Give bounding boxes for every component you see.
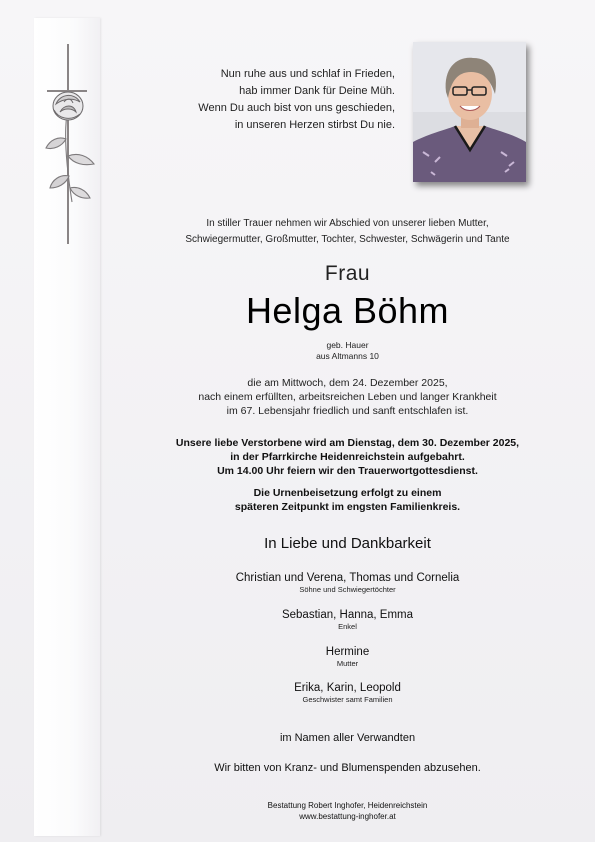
- poem: [115, 66, 395, 134]
- poem-line: in unseren Herzen stirbst Du nie.: [234, 119, 395, 131]
- donation-request: Wir bitten von Kranz- und Blumenspenden abzusehen.: [214, 762, 481, 774]
- poem-line: Wenn Du auch bist von uns geschieden,: [198, 102, 395, 114]
- closing-heading: In Liebe und Dankbarkeit: [264, 535, 431, 552]
- deceased-name: Helga Böhm: [245, 290, 450, 331]
- poem-line: hab immer Dank für Deine Müh.: [239, 85, 395, 97]
- urn-line: späteren Zeitpunkt im engsten Familienkreis.: [234, 501, 461, 513]
- undertaker-website[interactable]: www.bestattung-inghofer.at: [299, 812, 396, 821]
- origin: aus Altmanns 10: [316, 351, 379, 361]
- urn-burial-notice: [100, 486, 595, 514]
- relative-names: Sebastian, Hanna, Emma: [281, 609, 414, 621]
- relative-names: Erika, Karin, Leopold: [294, 682, 401, 694]
- undertaker-name: Bestattung Robert Inghofer, Heidenreichstein: [267, 801, 428, 810]
- relative-names: Hermine: [325, 646, 370, 658]
- relative-relation: Mutter: [336, 659, 359, 668]
- poem-line: Nun ruhe aus und schlaf in Frieden,: [220, 68, 395, 80]
- relative-group: [100, 645, 595, 669]
- relative-group: [100, 681, 595, 705]
- relative-relation: Enkel: [338, 622, 357, 631]
- funeral-line: Unsere liebe Verstorbene wird am Dienstag, dem 30. Dezember 2025,: [175, 437, 520, 449]
- birth-details: [100, 340, 595, 362]
- relative-relation: Geschwister samt Familien: [302, 695, 393, 704]
- relative-group: [100, 571, 595, 595]
- undertaker-info: [100, 800, 595, 822]
- death-notice-line: nach einem erfüllten, arbeitsreichen Leben und langer Krankheit: [198, 391, 497, 403]
- relative-relation: Söhne und Schwiegertöchter: [299, 585, 396, 594]
- intro-line: In stiller Trauer nehmen wir Abschied von unserer lieben Mutter,: [206, 218, 489, 229]
- funeral-line: Um 14.00 Uhr feiern wir den Trauerwortgottesdienst.: [217, 465, 478, 477]
- funeral-details: [100, 436, 595, 478]
- rose-icon: [40, 84, 102, 209]
- intro-line: Schwiegermutter, Großmutter, Tochter, Schwester, Schwägerin und Tante: [185, 234, 510, 245]
- intro-text: [100, 216, 595, 248]
- funeral-line: in der Pfarrkirche Heidenreichstein aufgebahrt.: [230, 451, 465, 463]
- death-notice-line: im 67. Lebensjahr friedlich und sanft entschlafen ist.: [226, 405, 469, 417]
- salutation: Frau: [324, 262, 371, 285]
- portrait-image: [413, 42, 526, 182]
- urn-line: Die Urnenbeisetzung erfolgt zu einem: [253, 487, 442, 499]
- death-notice: [100, 376, 595, 418]
- portrait-photo: [413, 42, 526, 182]
- on-behalf-line: im Namen aller Verwandten: [279, 732, 416, 744]
- birth-name: geb. Hauer: [326, 340, 369, 350]
- relative-names: Christian und Verena, Thomas und Cornelia: [235, 572, 460, 584]
- death-notice-line: die am Mittwoch, dem 24. Dezember 2025,: [247, 377, 448, 389]
- relative-group: [100, 608, 595, 632]
